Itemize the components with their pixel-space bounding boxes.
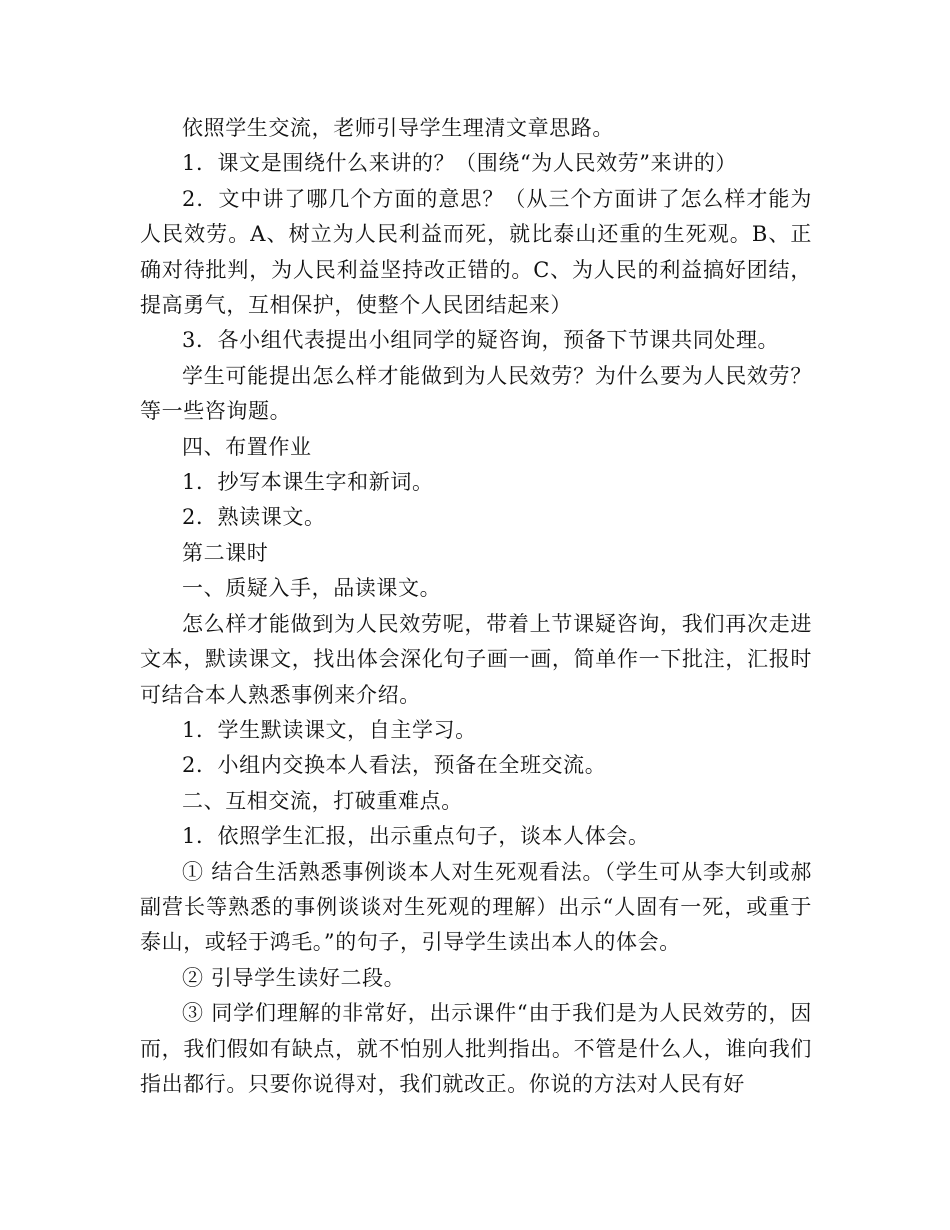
paragraph-question-1: 1．课文是围绕什么来讲的？（围绕“为人民效劳”来讲的） (182, 151, 738, 176)
paragraph-item-circle-2: ② 引导学生读好二段。 (182, 965, 406, 990)
paragraph-intro: 依照学生交流，老师引导学生理清文章思路。 (182, 116, 614, 140)
document-body (140, 111, 812, 1102)
paragraph-student-questions: 学生可能提出怎么样才能做到为人民效劳？为什么要为人民效劳？等一些咨询题。 (140, 363, 812, 424)
heading-section-two: 二、互相交流，打破重难点。 (182, 788, 463, 813)
paragraph-reading-task: 怎么样才能做到为人民效劳呢，带着上节课疑咨询，我们再次走进文本，默读课文，找出体会深化句子画一画，简单作一下批注，汇报时可结合本人熟悉事例来介绍。 (140, 611, 812, 707)
heading-homework: 四、布置作业 (182, 434, 312, 459)
paragraph-item-circle-1: ① 结合生活熟悉事例谈本人对生死观看法。（学生可从李大钊或郝副营长等熟悉的事例谈谈对生死观的理解）出示“人固有一死，或重于泰山，或轻于鸿毛。”的句子，引导学生读出本人的体会。 (140, 859, 812, 955)
paragraph-report: 1．依照学生汇报，出示重点句子，谈本人体会。 (182, 824, 650, 849)
paragraph-step-2: 2．小组内交换本人看法，预备在全班交流。 (182, 753, 607, 778)
heading-second-lesson: 第二课时 (182, 540, 269, 565)
paragraph-step-1: 1．学生默读课文，自主学习。 (182, 717, 477, 742)
paragraph-homework-1: 1．抄写本课生字和新词。 (182, 470, 434, 495)
heading-section-one: 一、质疑入手，品读课文。 (182, 576, 442, 601)
paragraph-question-3: 3．各小组代表提出小组同学的疑咨询，预备下节课共同处理。 (182, 328, 780, 353)
paragraph-question-2: 2．文中讲了哪几个方面的意思？（从三个方面讲了怎么样才能为人民效劳。A、树立为人民利益而死，就比泰山还重的生死观。B、正确对待批判，为人民利益坚持改正错的。C、为人民的利益搞好团结，提高勇气，互相保护，使整个人民团结起来） (140, 186, 812, 318)
paragraph-item-circle-3: ③ 同学们理解的非常好，出示课件“由于我们是为人民效劳的，因而，我们假如有缺点，就不怕别人批判指出。不管是什么人，谁向我们指出都行。只要你说得对，我们就改正。你说的方法对人民有好 (140, 1001, 812, 1096)
paragraph-homework-2: 2．熟读课文。 (182, 505, 326, 530)
